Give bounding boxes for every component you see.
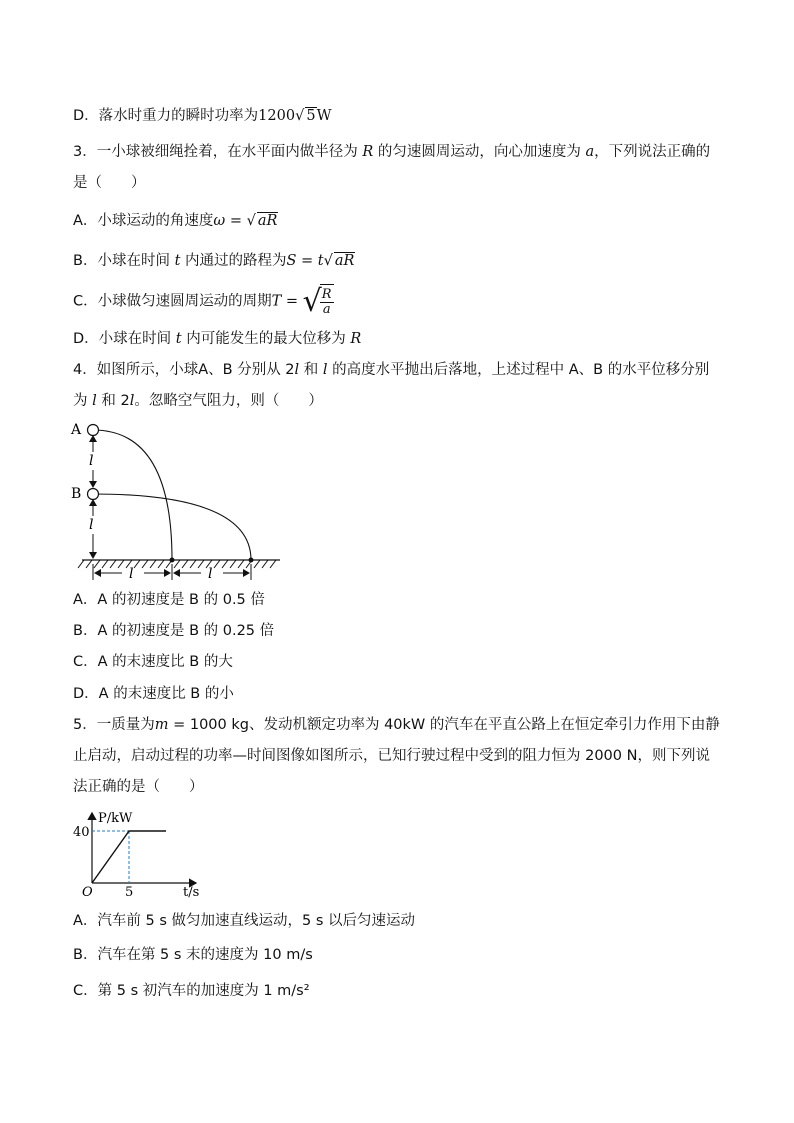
ball-a [88, 425, 99, 436]
q5-option-c[interactable]: C．第 5 s 初汽车的加速度为 1 m/s² [73, 983, 310, 999]
q5-stem-line3: 法正确的是（ ） [73, 779, 204, 795]
q4-option-a[interactable]: A．A 的初速度是 B 的 0.5 倍 [73, 592, 265, 608]
q3-period-fraction: $\frac{R}{a}$ [321, 286, 332, 317]
q4-option-d[interactable]: D．A 的末速度比 B 的小 [73, 686, 234, 702]
q4-projectile-figure [68, 418, 308, 588]
q4-option-b[interactable]: B．A 的初速度是 B 的 0.25 倍 [73, 623, 275, 639]
y-axis-label: P/kW [98, 811, 133, 826]
q5-option-a[interactable]: A．汽车前 5 s 做匀加速直线运动，5 s 以后匀速运动 [73, 913, 416, 929]
q3-option-c[interactable]: C．小球做匀速圆周运动的周期T = √ $\frac{R}{a}$ [73, 283, 332, 319]
ground-hatching [78, 560, 276, 568]
x-axis-label: t/s [183, 885, 200, 900]
label-a: A [71, 422, 82, 438]
q3-stem-line2: 是（ ） [73, 175, 146, 191]
q3-option-d[interactable]: D．小球在时间 t 内可能发生的最大位移为 R [73, 331, 362, 347]
q4-stem-line2: 为 l 和 2l。忽略空气阻力，则（ ） [73, 393, 323, 409]
q3-stem-line1: 3．一小球被细绳拴着，在水平面内做半径为 R 的匀速圆周运动，向心加速度为 a，下列说法正确的 [73, 144, 711, 160]
q3-option-b[interactable]: B．小球在时间 t 内通过的路程为S = t√ aR [73, 253, 355, 269]
q4-option-c[interactable]: C．A 的末速度比 B 的大 [73, 654, 233, 670]
origin-label: O [82, 885, 93, 900]
dim-l-2: l [89, 517, 94, 533]
dim-l-3: l [129, 566, 134, 582]
dim-l-1: l [89, 453, 94, 469]
q5-power-time-chart [72, 805, 212, 900]
q5-option-b[interactable]: B．汽车在第 5 s 末的速度为 10 m/s [73, 947, 313, 963]
x-tick-label: 5 [125, 885, 134, 900]
label-b: B [71, 486, 82, 502]
ball-b [88, 489, 99, 500]
dim-l-4: l [208, 566, 213, 582]
q5-stem-line1: 5．一质量为m = 1000 kg、发动机额定功率为 40kW 的汽车在平直公路上在恒定牵引力作用下由静 [73, 717, 720, 733]
q5-stem-line2: 止启动，启动过程的功率—时间图像如图所示，已知行驶过程中受到的阻力恒为 2000 N，则下列说 [73, 748, 710, 764]
q2-option-d-text: D．落水时重力的瞬时功率为 [73, 108, 259, 124]
q2-option-d[interactable]: D．落水时重力的瞬时功率为1200√ 5W [73, 108, 332, 124]
y-tick-label: 40 [73, 825, 90, 840]
q4-stem-line1: 4．如图所示，小球A、B 分别从 2l 和 l 的高度水平抛出后落地，上述过程中 A、B 的水平位移分别 [73, 362, 710, 378]
q3-option-a[interactable]: A．小球运动的角速度ω = √ aR [73, 213, 278, 229]
